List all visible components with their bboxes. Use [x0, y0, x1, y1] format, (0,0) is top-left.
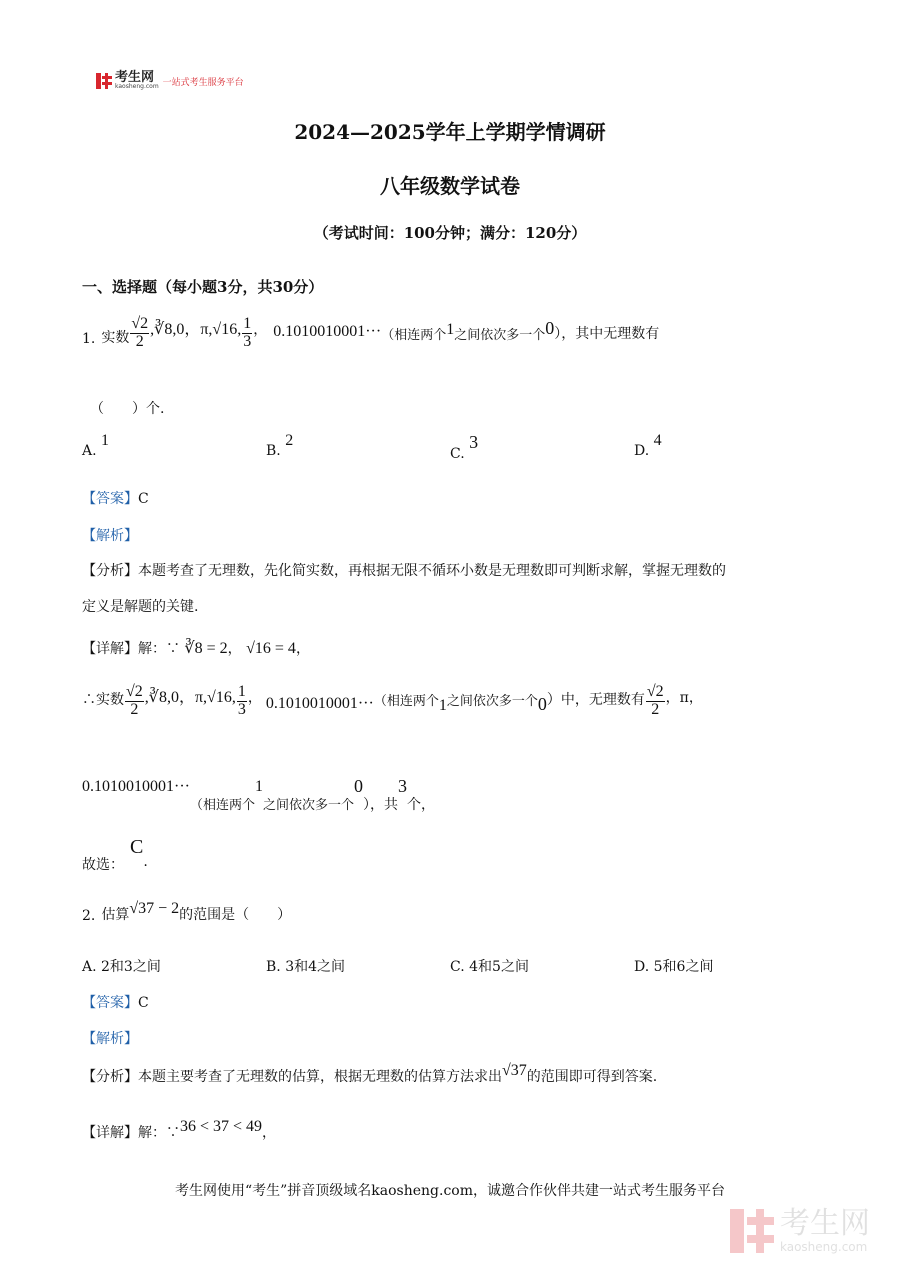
- logo-mark-icon: [96, 73, 112, 89]
- answer-value: C: [138, 491, 149, 507]
- header-logo: [96, 72, 244, 90]
- question-lead: 实数: [101, 330, 130, 346]
- fraction-sqrt2-over-2: $\frac{√2}{2}$: [126, 683, 143, 719]
- watermark-logo-icon: [730, 1209, 774, 1253]
- watermark-name: 考生网: [780, 1206, 870, 1241]
- option-a[interactable]: A. 1: [82, 432, 110, 459]
- analysis-tag: 【解析】: [82, 528, 138, 544]
- equation-sqrt16: √16 = 4: [246, 640, 296, 657]
- question-2-stem: 2. 估算 √37 − 2 的范围是（ ）: [82, 900, 292, 924]
- comma: ，: [253, 322, 268, 338]
- logo-domain: kaosheng.com: [115, 83, 159, 90]
- analysis-line-1: 【分析】本题考查了无理数，先化简实数，再根据无限不循环小数是无理数即可判断求解，掌握无理数的: [82, 563, 726, 579]
- expression-sqrt37: √37: [502, 1062, 527, 1079]
- page-footer: 考生网使用“考生”拼音顶级域名kaosheng.com，诚邀合作伙伴共建一站式考生服务平台: [174, 1183, 726, 1199]
- question-2-analysis: 【分析】 本题主要考查了无理数的估算，根据无理数的估算方法求出 √37 的范围即可得到答案.: [82, 1062, 658, 1085]
- detail-line-2: ∴实数 $\frac{√2}{2}$ ,∛8,0，π,√16, $\frac{1}{3}$ ， 0.1010010001··· （相连两个 1 之间依次多一个 0 ）中，无理数有 $\frac{√2}{2}$ ，π，: [82, 683, 703, 719]
- equation-cbrt8: ∛8 = 2: [184, 640, 228, 657]
- option-d[interactable]: D. 5和6之间: [634, 959, 714, 975]
- number-list: ,∛8,0，π,√16,: [150, 321, 242, 338]
- decimal-number: 0.1010010001···: [273, 323, 382, 340]
- note-zero: 0: [545, 318, 555, 338]
- watermark: [730, 1208, 870, 1254]
- question-2-answer: 【答案】C: [82, 995, 149, 1011]
- question-2-detail: 【详解】 解：∵ 36 < 37 < 49 ，: [82, 1118, 277, 1141]
- question-1-stem: [82, 316, 659, 351]
- option-a[interactable]: A. 2和3之间: [82, 959, 161, 975]
- fraction-one-third: $\frac{1}{3}$: [243, 315, 252, 351]
- answer-tag: 【答案】: [82, 491, 138, 507]
- note-text: （相连两个: [381, 328, 447, 343]
- question-1-answer: [82, 488, 149, 508]
- note-text: 之间依次多一个: [454, 328, 546, 343]
- fraction-sqrt2-over-2: $\frac{√2}{2}$: [131, 315, 149, 351]
- option-c[interactable]: C. 4和5之间: [450, 959, 529, 975]
- fraction-sqrt2-over-2: $\frac{√2}{2}$: [646, 683, 664, 719]
- question-2-options: [82, 956, 802, 976]
- question-number: 1.: [82, 331, 96, 347]
- option-c[interactable]: C. 3: [450, 432, 479, 462]
- option-b[interactable]: B. 3和4之间: [266, 959, 346, 975]
- logo-name: 考生网: [115, 70, 155, 85]
- inequality: 36 < 37 < 49: [180, 1118, 263, 1135]
- option-b[interactable]: B. 2: [266, 432, 294, 459]
- question-1-blank: （ ）个.: [90, 401, 165, 417]
- option-d[interactable]: D. 4: [634, 432, 662, 459]
- page-subtitle: 八年级数学试卷: [380, 174, 520, 198]
- section-heading: 一、选择题（每小题3分，共30分）: [82, 278, 324, 296]
- exam-info: （考试时间：100分钟；满分：120分）: [313, 224, 587, 242]
- analysis-line-2: 定义是解题的关键.: [82, 599, 199, 615]
- logo-slogan: 一站式考生服务平台: [162, 77, 244, 88]
- detail-line-1: 【详解】解：∵ ∛8 = 2， √16 = 4，: [82, 640, 310, 657]
- question-tail: ），其中无理数有: [554, 326, 660, 342]
- choose-line: 故选： C .: [82, 836, 148, 873]
- expression-sqrt37-minus-2: √37 − 2: [129, 900, 180, 917]
- analysis-tag: 【解析】: [82, 1031, 138, 1047]
- detail-line-3: 0.1010010001··· （相连两个 1 之间依次多一个 0 ），共 3 个，: [82, 776, 436, 813]
- note-one: 1: [446, 321, 455, 338]
- fraction-one-third: $\frac{1}{3}$: [237, 683, 246, 719]
- page-title: 2024—2025学年上学期学情调研: [294, 120, 606, 144]
- watermark-domain: kaosheng.com: [780, 1240, 868, 1254]
- question-1-options: [82, 432, 802, 462]
